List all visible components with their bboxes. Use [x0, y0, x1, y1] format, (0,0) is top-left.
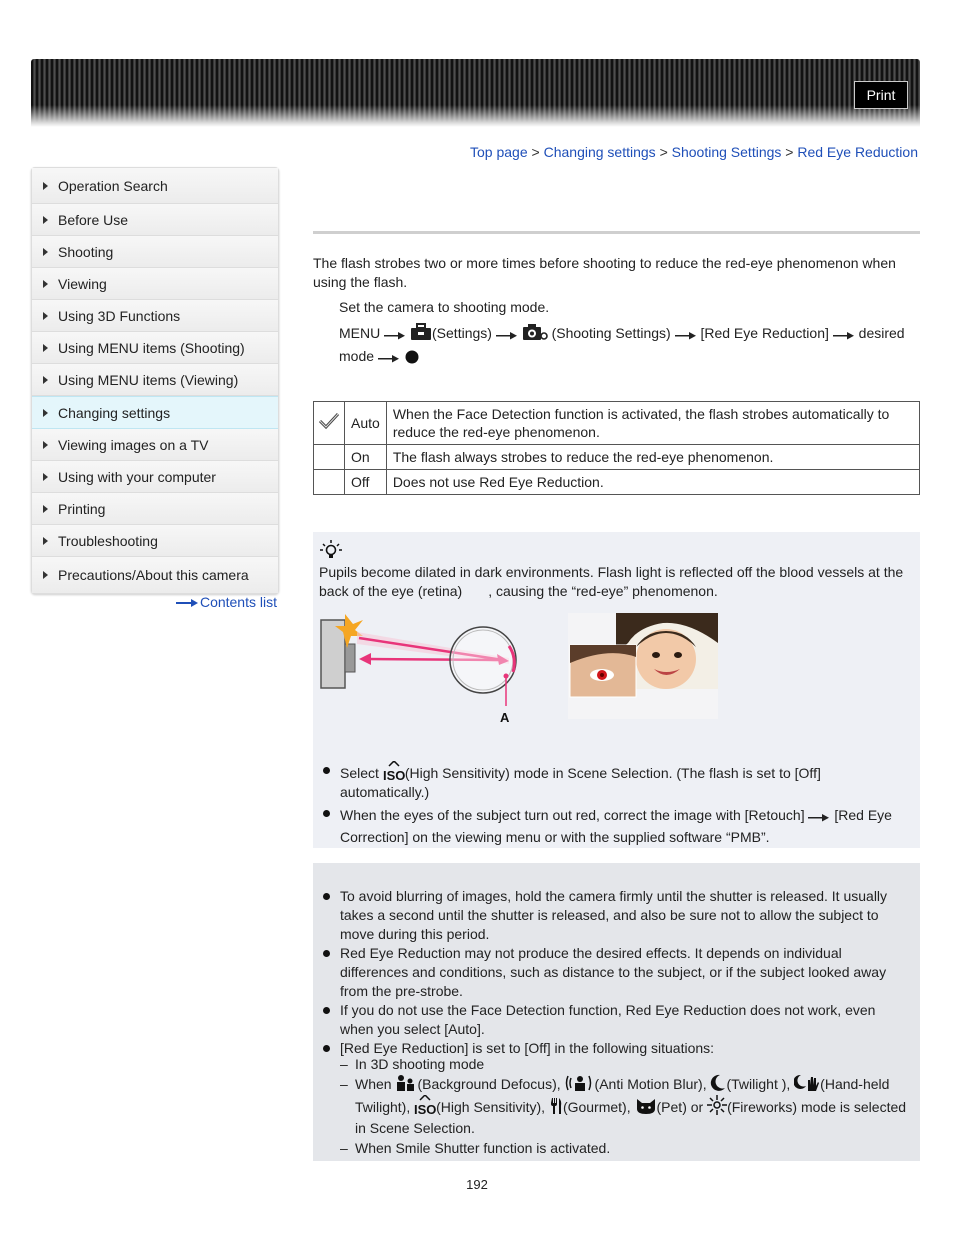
hint-text	[319, 563, 919, 601]
arrow-right-icon	[43, 312, 48, 320]
breadcrumb-red-eye-reduction[interactable]: Red Eye Reduction	[797, 144, 918, 160]
sidebar-item-label: Using MENU items (Shooting)	[58, 339, 245, 356]
sidebar-item-troubleshooting[interactable]	[32, 525, 278, 557]
default-mark-cell	[314, 470, 345, 495]
sidebar-item-label: Printing	[58, 500, 106, 517]
option-desc-line: reduce the red-eye phenomenon.	[392, 424, 600, 440]
sidebar-item-viewing[interactable]	[32, 268, 278, 300]
sidebar-item-menu-viewing[interactable]	[32, 364, 278, 396]
arrow-right-icon	[43, 376, 48, 384]
twilight-moon-icon	[710, 1074, 726, 1092]
arrow-right-icon	[43, 505, 48, 513]
hint-line: Pupils become dilated in dark environments. Flash light is reflected off the blood vessels at the	[319, 564, 904, 580]
list-item: – In 3D shooting mode	[313, 1055, 913, 1074]
list-item: – When (Background Defocus), (Anti Motion Blur), (Twilight ), (Hand-held Twilight), ISO (High Sensitivity), (Gourmet), (Pet) or (Fireworks) mode is selected in Scene Selection.	[313, 1074, 913, 1139]
arrow-right-icon	[43, 441, 48, 449]
sidebar-item-label: Viewing	[58, 275, 107, 292]
svg-text:ISO: ISO	[414, 1102, 437, 1115]
arrow-right-icon	[43, 216, 48, 224]
notes-box	[313, 863, 920, 1161]
breadcrumb-separator: >	[785, 144, 794, 160]
option-description: The flash always strobes to reduce the red-eye phenomenon.	[386, 445, 919, 470]
option-name: Off	[345, 470, 387, 495]
sidebar-item-label: Using MENU items (Viewing)	[58, 371, 239, 388]
pet-cat-icon	[635, 1097, 657, 1115]
option-description	[386, 402, 919, 445]
list-item: To avoid blurring of images, hold the camera firmly until the shutter is released. It usually takes a second until the shutter is released, and also be sure not to allow the subject to move during this period.	[313, 887, 913, 944]
desired-label: desired	[858, 325, 905, 341]
sidebar-item-label: Using with your computer	[58, 468, 216, 485]
gourmet-fork-knife-icon	[549, 1097, 563, 1115]
arrow-right-icon	[496, 331, 518, 341]
arrow-right-icon	[384, 331, 406, 341]
sidebar-item-label: Troubleshooting	[58, 532, 158, 549]
arrow-right-icon	[43, 473, 48, 481]
table-row	[314, 402, 920, 445]
notes-sublist	[313, 1055, 913, 1158]
svg-text:ISO: ISO	[382, 768, 405, 781]
breadcrumb	[470, 144, 918, 160]
sidebar-item-shooting[interactable]	[32, 236, 278, 268]
sidebar-item-before-use[interactable]	[32, 204, 278, 236]
arrow-right-icon	[43, 248, 48, 256]
bullet-circle-icon	[404, 348, 420, 364]
settings-label: (Settings)	[432, 325, 492, 341]
sidebar-item-3d-functions[interactable]	[32, 300, 278, 332]
hint-box	[313, 532, 920, 848]
arrow-right-icon	[43, 344, 48, 352]
intro-paragraph	[313, 254, 923, 292]
toolbox-settings-icon	[410, 323, 432, 341]
arrow-right-icon	[808, 813, 830, 823]
hint-line-part: , causing the “red-eye” phenomenon.	[488, 583, 718, 599]
hand-held-twilight-icon	[794, 1074, 820, 1092]
print-button[interactable]: Print	[854, 81, 908, 109]
menu-item-label: [Red Eye Reduction]	[700, 325, 829, 341]
hint-line-part: back of the eye (retina)	[319, 583, 463, 599]
hint-bullets	[313, 761, 913, 848]
breadcrumb-changing-settings[interactable]: Changing settings	[543, 144, 656, 160]
breadcrumb-separator: >	[531, 144, 540, 160]
default-mark-cell	[314, 402, 345, 445]
bullet-text: Select	[340, 765, 379, 781]
arrow-right-icon	[43, 571, 48, 579]
bullet-text: automatically.)	[340, 784, 430, 800]
list-item: If you do not use the Face Detection function, Red Eye Reduction does not work, even when you select [Auto].	[313, 1001, 913, 1039]
bullet-text: (High Sensitivity) mode in Scene Selection. (The flash is set to [Off]	[404, 765, 821, 781]
sidebar-item-changing-settings[interactable]	[32, 396, 278, 429]
sidebar-item-operation-search[interactable]	[32, 168, 278, 204]
step-1: Set the camera to shooting mode.	[339, 299, 550, 315]
arrow-right-icon	[43, 182, 48, 190]
breadcrumb-shooting-settings[interactable]: Shooting Settings	[671, 144, 782, 160]
sidebar-item-label: Shooting	[58, 243, 114, 260]
arrow-right-icon	[378, 354, 400, 364]
table-row	[314, 470, 920, 495]
options-table	[313, 401, 920, 495]
anti-motion-blur-icon	[565, 1074, 595, 1092]
shooting-settings-label: (Shooting Settings)	[551, 325, 671, 341]
contents-list-label: Contents list	[199, 594, 277, 610]
mode-label: mode	[339, 348, 375, 364]
sidebar-item-label: Viewing images on a TV	[58, 436, 209, 453]
checkmark-icon	[318, 412, 340, 430]
diagram-label: A	[500, 710, 510, 725]
sidebar-item-label: Operation Search	[58, 177, 168, 194]
default-mark-cell	[314, 445, 345, 470]
option-name: Auto	[345, 402, 387, 445]
background-defocus-icon	[395, 1074, 417, 1092]
title-divider	[313, 231, 920, 234]
page-number: 192	[466, 1177, 488, 1192]
hint-line	[319, 582, 919, 601]
sidebar-item-label: Using 3D Functions	[58, 307, 181, 324]
sidebar-item-printing[interactable]	[32, 493, 278, 525]
sidebar-item-viewing-tv[interactable]	[32, 429, 278, 461]
sidebar-item-computer[interactable]	[32, 461, 278, 493]
high-sensitivity-iso-icon	[414, 1095, 436, 1115]
lightbulb-hint-icon	[320, 540, 342, 560]
option-desc-line: When the Face Detection function is activated, the flash strobes automatically to	[392, 406, 890, 422]
camera-settings-icon	[522, 323, 548, 341]
sidebar-item-label: Changing settings	[58, 404, 171, 421]
menu-label: MENU	[339, 325, 381, 341]
sidebar-item-label: Precautions/About this camera	[58, 567, 249, 583]
bullet-text: [Red Eye	[834, 807, 892, 823]
arrow-right-icon	[675, 331, 697, 341]
arrow-right-icon	[43, 537, 48, 545]
breadcrumb-top-page[interactable]: Top page	[470, 144, 528, 160]
arrow-right-icon	[176, 599, 198, 607]
fireworks-icon	[707, 1095, 727, 1115]
arrow-right-icon	[833, 331, 855, 341]
bullet-text: When the eyes of the subject turn out red, correct the image with [Retouch]	[340, 807, 805, 823]
list-item: [Red Eye Reduction] is set to [Off] in the following situations:	[313, 1039, 913, 1058]
header-bar	[31, 59, 920, 127]
breadcrumb-separator: >	[659, 144, 668, 160]
list-item	[313, 761, 913, 802]
list-item: Red Eye Reduction may not produce the desired effects. It depends on individual differences and conditions, such as distance to the subject, or if the subject looked away from the pre-strobe.	[313, 944, 913, 1001]
option-description: Does not use Red Eye Reduction.	[386, 470, 919, 495]
sidebar-item-menu-shooting[interactable]	[32, 332, 278, 364]
list-item	[313, 804, 913, 848]
red-eye-diagram	[319, 614, 529, 726]
contents-list-link[interactable]	[176, 594, 277, 610]
intro-line: The flash strobes two or more times before shooting to reduce the red-eye phenomenon when	[313, 255, 896, 271]
sidebar-item-label: Before Use	[58, 211, 129, 228]
sidebar-nav	[31, 167, 279, 594]
list-item: – When Smile Shutter function is activated.	[313, 1139, 913, 1158]
arrow-right-icon	[43, 280, 48, 288]
high-sensitivity-iso-icon	[383, 761, 405, 781]
bullet-text: Correction] on the viewing menu or with the supplied software “PMB”.	[340, 829, 770, 845]
arrow-right-icon	[43, 409, 48, 417]
sidebar-item-precautions[interactable]	[32, 557, 278, 593]
red-eye-photo	[568, 613, 718, 719]
table-row	[314, 445, 920, 470]
notes-bullets	[313, 887, 913, 1058]
intro-line: using the flash.	[313, 274, 408, 290]
step-2	[339, 322, 914, 368]
option-name: On	[345, 445, 387, 470]
